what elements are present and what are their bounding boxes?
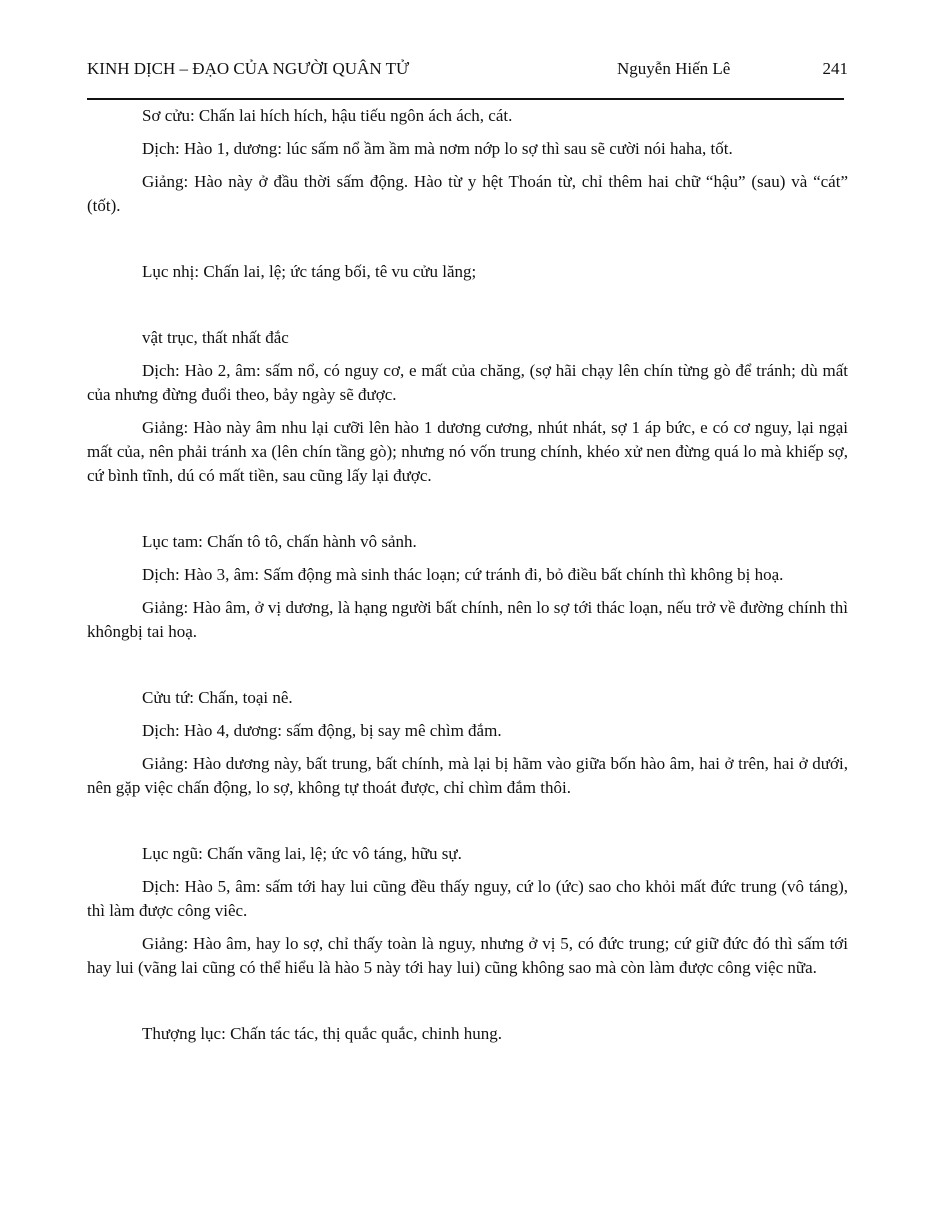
paragraph-cuu-tu: Cửu tứ: Chấn, toại nê. [142,688,293,707]
paragraph-so-cuu: Sơ cửu: Chấn lai hích hích, hậu tiếu ngôn ách ách, cát. [142,106,513,125]
paragraph-luc-nhi-cont: vật trục, thất nhất đắc [142,328,289,347]
paragraph-thuong-luc: Thượng lục: Chấn tác tác, thị quắc quắc, chinh hung. [142,1024,502,1043]
paragraph-dich-3: Dịch: Hào 3, âm: Sấm động mà sinh thác loạn; cứ tránh đi, bỏ điều bất chính thì không bị hoạ. [142,565,784,584]
paragraph-luc-ngu: Lục ngũ: Chấn vãng lai, lệ; ức vô táng, hữu sự. [142,844,462,863]
paragraph-giang-5: Giảng: Hào âm, hay lo sợ, chỉ thấy toàn là nguy, nhưng ở vị 5, có đức trung; cứ giữ đức đó thì sấm tới hay lui (vãng lai cũng có thể hiểu là hào 5 này tới hay lui) cũng không sao mà còn làm được công việc nữa. [87,934,848,977]
paragraph-dich-5: Dịch: Hào 5, âm: sấm tới hay lui cũng đều thấy nguy, cứ lo (ức) sao cho khỏi mất đức trung (vô táng), thì làm được công viêc. [87,877,848,920]
paragraph-dich-2: Dịch: Hào 2, âm: sấm nổ, có nguy cơ, e mất của chăng, (sợ hãi chạy lên chín từng gò để tránh; dù mất của nhưng đừng đuổi theo, bảy ngày sẽ được. [87,361,848,404]
paragraph-giang-3: Giảng: Hào âm, ở vị dương, là hạng người bất chính, nên lo sợ tới thác loạn, nếu trở về đường chính thì khôngbị tai hoạ. [87,598,848,641]
author-name: Nguyễn Hiến Lê [617,59,731,78]
paragraph-giang-4: Giảng: Hào dương này, bất trung, bất chính, mà lại bị hãm vào giữa bốn hào âm, hai ở trên, hai ở dưới, nên gặp việc chấn động, lo sợ, không tự thoát được, chỉ chìm đắm thôi. [87,754,848,797]
header-rule [87,98,844,100]
body-text [87,104,848,1055]
paragraph-luc-nhi: Lục nhị: Chấn lai, lệ; ức táng bối, tê vu cửu lăng; [142,262,477,281]
paragraph-giang-1: Giảng: Hào này ở đầu thời sấm động. Hào từ y hệt Thoán từ, chỉ thêm hai chữ “hậu” (sau) và “cát” (tốt). [87,172,848,215]
paragraph-luc-tam: Lục tam: Chấn tô tô, chấn hành vô sảnh. [142,532,417,551]
paragraph-dich-1: Dịch: Hào 1, dương: lúc sấm nổ ầm ầm mà nơm nớp lo sợ thì sau sẽ cười nói haha, tốt. [142,139,733,158]
paragraph-giang-2: Giảng: Hào này âm nhu lại cưỡi lên hào 1 dương cương, nhút nhát, sợ 1 áp bức, e có cơ nguy, lại ngại mất của, nên phải tránh xa (lên chín tầng gò); nhưng nó vốn trung chính, khéo xử nen đừng quá lo mà khiếp sợ, cứ bình tĩnh, dú có mất tiền, sau cũng lấy lại được. [87,418,848,485]
running-header [87,58,848,82]
paragraph-dich-4: Dịch: Hào 4, dương: sấm động, bị say mê chìm đắm. [142,721,502,740]
book-title: KINH DỊCH – ĐẠO CỦA NGƯỜI QUÂN TỬ [87,59,410,78]
page-number: 241 [822,59,848,78]
